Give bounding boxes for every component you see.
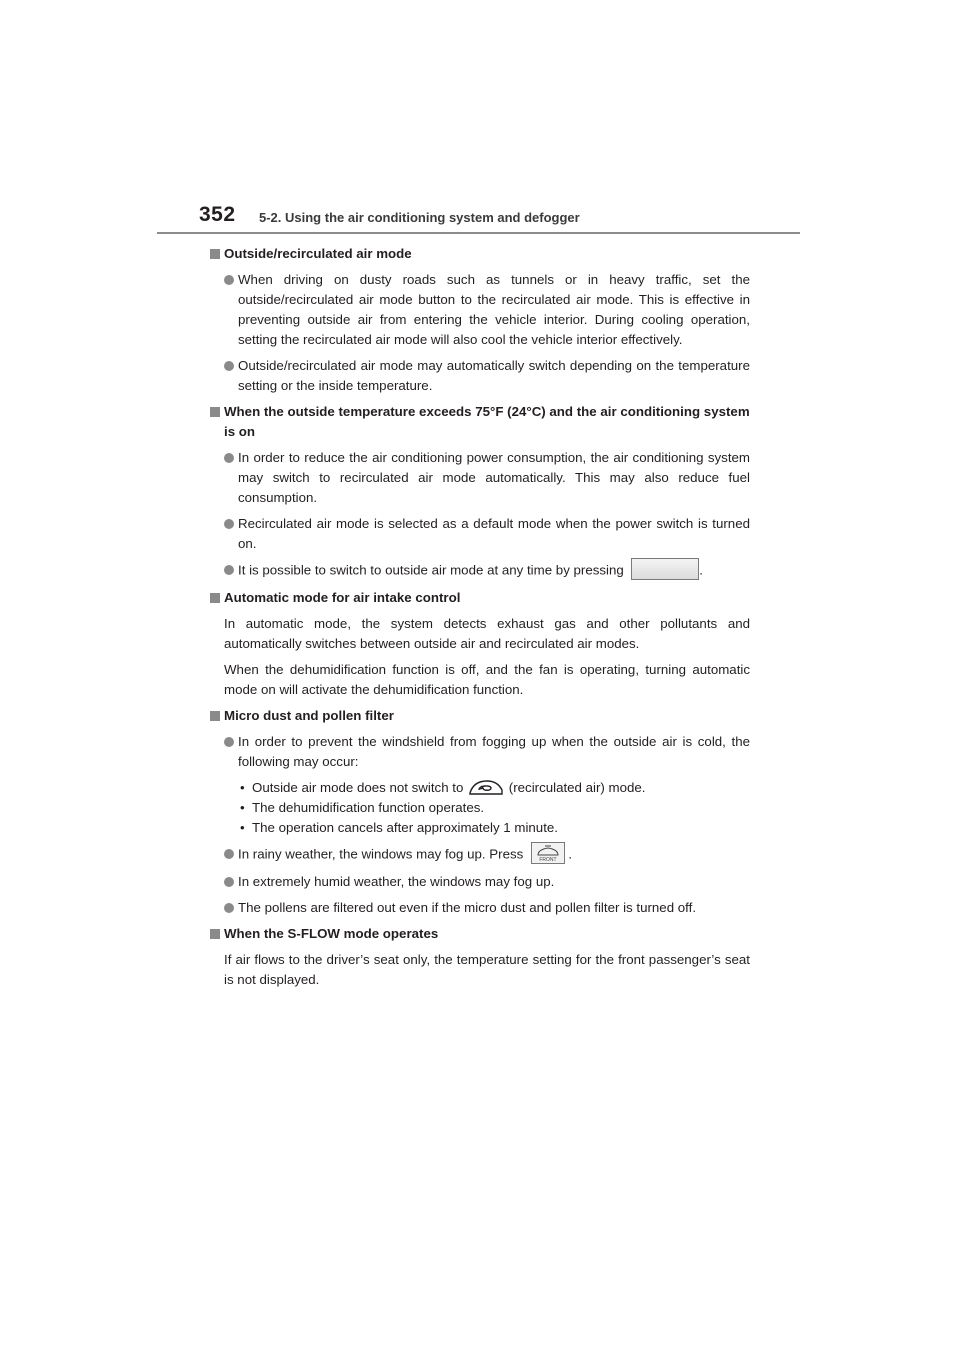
round-bullet-icon bbox=[224, 565, 234, 575]
round-bullet-icon bbox=[224, 519, 234, 529]
paragraph: In automatic mode, the system detects exhaust gas and other pollutants and automatically switches between outside air and recirculated air modes. bbox=[224, 616, 750, 651]
paragraph: When the dehumidification function is off, and the fan is operating, turning automatic mode on will activate the dehumidification function. bbox=[224, 662, 750, 697]
sub-item: • The dehumidification function operates. bbox=[240, 800, 485, 815]
heading-automatic-intake: Automatic mode for air intake control bbox=[210, 588, 750, 608]
bullet: In extremely humid weather, the windows may fog up. bbox=[210, 872, 750, 892]
round-bullet-icon bbox=[224, 453, 234, 463]
section-title: 5-2. Using the air conditioning system and defogger bbox=[259, 210, 580, 225]
sub-item: • The operation cancels after approximately 1 minute. bbox=[240, 820, 558, 835]
bullet: When driving on dusty roads such as tunnels or in heavy traffic, set the outside/recirculated air mode button to the recirculated air mode. This is effective in preventing outside air from entering the vehicle interior. During cooling operation, setting the recirculated air mode will also cool the vehicle interior effectively. bbox=[210, 270, 750, 350]
bullet: In order to prevent the windshield from fogging up when the outside air is cold, the following may occur: bbox=[210, 732, 750, 772]
page-header bbox=[157, 203, 800, 235]
recirculated-air-icon bbox=[467, 779, 505, 797]
heading-s-flow: When the S-FLOW mode operates bbox=[210, 924, 750, 944]
heading-outside-recirculated: Outside/recirculated air mode bbox=[210, 244, 750, 264]
square-bullet-icon bbox=[210, 249, 220, 259]
bullet: It is possible to switch to outside air mode at any time by pressing . bbox=[210, 560, 750, 582]
outside-air-button-icon bbox=[631, 558, 699, 580]
sub-item: • Outside air mode does not switch to (recirculated air) mode. bbox=[210, 778, 750, 798]
bullet: Outside/recirculated air mode may automatically switch depending on the temperature setting or the inside temperature. bbox=[210, 356, 750, 396]
header-rule bbox=[157, 232, 800, 234]
paragraph: If air flows to the driver’s seat only, the temperature setting for the front passenger’s seat is not displayed. bbox=[224, 952, 750, 987]
page-number: 352 bbox=[199, 203, 236, 226]
round-bullet-icon bbox=[224, 275, 234, 285]
bullet: In order to reduce the air conditioning power consumption, the air conditioning system may switch to recirculated air mode automatically. This may also reduce fuel consumption. bbox=[210, 448, 750, 508]
round-bullet-icon bbox=[224, 877, 234, 887]
square-bullet-icon bbox=[210, 593, 220, 603]
round-bullet-icon bbox=[224, 361, 234, 371]
sub-list bbox=[210, 778, 750, 838]
round-bullet-icon bbox=[224, 849, 234, 859]
heading-micro-dust-filter: Micro dust and pollen filter bbox=[210, 706, 750, 726]
bullet: Recirculated air mode is selected as a default mode when the power switch is turned on. bbox=[210, 514, 750, 554]
round-bullet-icon bbox=[224, 737, 234, 747]
square-bullet-icon bbox=[210, 711, 220, 721]
heading-outside-temperature: When the outside temperature exceeds 75°F (24°C) and the air conditioning system is on bbox=[210, 402, 750, 442]
front-defogger-button-icon bbox=[531, 842, 565, 864]
square-bullet-icon bbox=[210, 407, 220, 417]
bullet: The pollens are filtered out even if the micro dust and pollen filter is turned off. bbox=[210, 898, 750, 918]
bullet: In rainy weather, the windows may fog up. Press FRONT . bbox=[210, 844, 750, 866]
page-content bbox=[210, 244, 750, 996]
front-label: FRONT bbox=[539, 857, 557, 863]
square-bullet-icon bbox=[210, 929, 220, 939]
round-bullet-icon bbox=[224, 903, 234, 913]
